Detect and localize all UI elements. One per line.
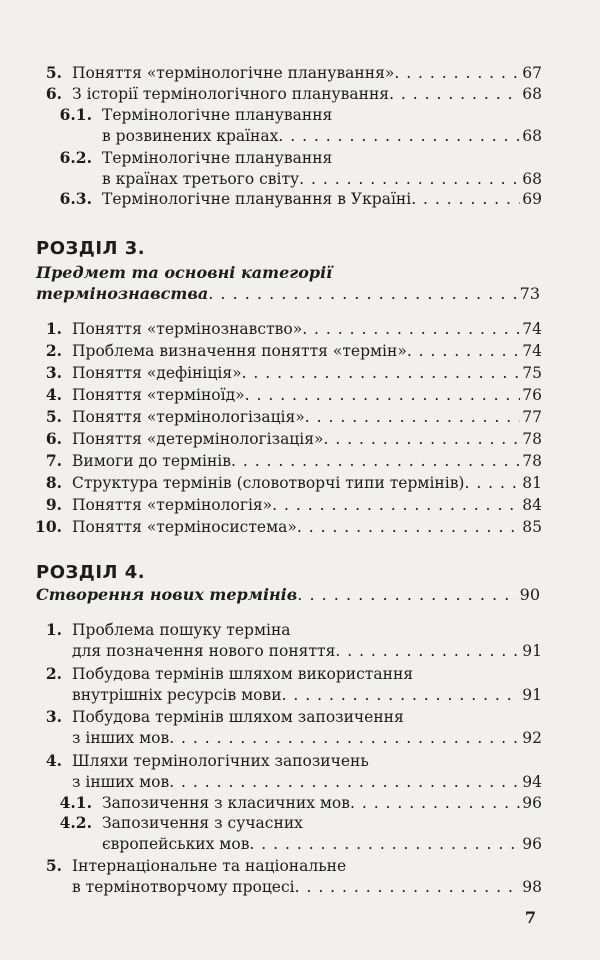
entry-page: 81 (522, 474, 542, 492)
leader-dots (272, 495, 520, 516)
toc-entry (20, 62, 542, 84)
leader-dots (411, 189, 520, 210)
entry-title-cont: для позначення нового поняття (72, 642, 336, 660)
entry-number: 3. (45, 707, 62, 726)
entry-number: 10. (35, 517, 62, 536)
entry-title: Поняття «термінологічне планування» (72, 64, 395, 82)
leader-dots (464, 473, 520, 494)
entry-page: 68 (522, 85, 542, 103)
leader-dots (297, 584, 517, 605)
leader-dots (299, 169, 520, 190)
entry-number: 6. (45, 84, 62, 103)
leader-dots (245, 385, 521, 406)
entry-number: 1. (45, 319, 62, 338)
toc-subentry (20, 147, 542, 190)
leader-dots (278, 126, 520, 147)
entry-title: Поняття «термінологізація» (72, 408, 305, 426)
leader-dots (407, 341, 520, 362)
entry-page: 74 (522, 342, 542, 360)
entry-number: 2. (45, 341, 62, 360)
entry-title: Проблема визначення поняття «термін» (72, 342, 407, 360)
section-subtitle (36, 262, 540, 304)
entry-page: 91 (522, 686, 542, 704)
leader-dots (169, 728, 520, 749)
toc-entry (20, 706, 542, 749)
leader-dots (249, 834, 520, 855)
entry-title-cont: з інших мов (72, 773, 170, 791)
entry-page: 92 (522, 729, 542, 747)
toc-entry (20, 663, 542, 706)
leader-dots (335, 641, 520, 662)
entry-page: 68 (522, 127, 542, 145)
entry-page: 68 (522, 170, 542, 188)
entry-number: 4.1. (59, 793, 92, 812)
leader-dots (242, 363, 521, 384)
entry-number: 6.2. (59, 148, 92, 167)
entry-title: Вимоги до термінів (72, 452, 231, 470)
entry-number: 7. (45, 451, 62, 470)
leader-dots (394, 63, 520, 84)
entry-page: 85 (522, 518, 542, 536)
section-subtitle (36, 584, 540, 605)
entry-number: 8. (45, 473, 62, 492)
toc-subentry (20, 104, 542, 147)
entry-title: Поняття «термінологія» (72, 496, 273, 514)
leader-dots (282, 685, 521, 706)
entry-number: 4.2. (59, 813, 92, 832)
toc-entry (20, 619, 542, 662)
entry-title: Побудова термінів шляхом використання (72, 665, 414, 683)
entry-title: Запозичення з класичних мов (102, 794, 350, 812)
entry-number: 1. (45, 620, 62, 639)
entry-page: 69 (522, 190, 542, 208)
toc-entry (20, 855, 542, 898)
entry-number: 9. (45, 495, 62, 514)
entry-number: 5. (45, 407, 62, 426)
section-page: 90 (519, 585, 540, 604)
entry-page: 78 (522, 430, 542, 448)
leader-dots (295, 877, 521, 898)
entry-title: Структура термінів (словотворчі типи термінів) (72, 474, 465, 492)
entry-title: Термінологічне планування (102, 106, 333, 124)
entry-number: 3. (45, 363, 62, 382)
entry-page: 96 (522, 835, 542, 853)
section-title: РОЗДІЛ 3. (36, 238, 146, 259)
leader-dots (208, 283, 517, 304)
toc-subentry (20, 188, 542, 210)
entry-page: 76 (522, 386, 542, 404)
entry-title: Термінологічне планування в Україні (102, 190, 412, 208)
leader-dots (389, 84, 520, 105)
entry-title-cont: з інших мов (72, 729, 170, 747)
entry-title-cont: в термінотворчому процесі (72, 878, 295, 896)
section-page: 73 (519, 284, 540, 303)
entry-title-cont: в країнах третього світу (102, 170, 300, 188)
section-subtitle-line: Предмет та основні категорії (36, 263, 333, 282)
entry-title: Поняття «терміноїд» (72, 386, 245, 404)
entry-title: Інтернаціональне та національне (72, 857, 347, 875)
page-number: 7 (524, 908, 536, 927)
entry-page: 84 (522, 496, 542, 514)
entry-page: 91 (522, 642, 542, 660)
entry-title: З історії термінологічного планування (72, 85, 390, 103)
entry-page: 75 (522, 364, 542, 382)
entry-title: Побудова термінів шляхом запозичення (72, 708, 404, 726)
entry-page: 98 (522, 878, 542, 896)
section-subtitle-line: Створення нових термінів (36, 585, 298, 604)
leader-dots (169, 772, 520, 793)
leader-dots (231, 451, 520, 472)
entry-title: Поняття «терміносистема» (72, 518, 297, 536)
toc-entry-list (20, 318, 542, 538)
entry-title-cont: європейських мов (102, 835, 250, 853)
entry-page: 94 (522, 773, 542, 791)
entry-title: Поняття «термінознавство» (72, 320, 303, 338)
entry-page: 74 (522, 320, 542, 338)
entry-title-cont: в розвинених країнах (102, 127, 279, 145)
entry-page: 96 (522, 794, 542, 812)
entry-title: Термінологічне планування (102, 149, 333, 167)
entry-number: 6. (45, 429, 62, 448)
entry-number: 4. (45, 751, 62, 770)
entry-number: 5. (45, 63, 62, 82)
entry-number: 2. (45, 664, 62, 683)
leader-dots (350, 793, 520, 814)
leader-dots (305, 407, 520, 428)
entry-page: 77 (522, 408, 542, 426)
toc-subentry (20, 812, 542, 855)
leader-dots (302, 319, 520, 340)
entry-number: 5. (45, 856, 62, 875)
entry-title: Шляхи термінологічних запозичень (72, 752, 369, 770)
toc-subentry (20, 792, 542, 814)
entry-title: Поняття «детермінологізація» (72, 430, 324, 448)
entry-number: 6.3. (59, 189, 92, 208)
entry-page: 67 (522, 64, 542, 82)
toc-entry (20, 83, 542, 105)
entry-page: 78 (522, 452, 542, 470)
leader-dots (324, 429, 521, 450)
entry-title: Проблема пошуку терміна (72, 621, 291, 639)
entry-title: Запозичення з сучасних (102, 814, 303, 832)
section-subtitle-line: термінознавства (36, 284, 209, 303)
entry-title-cont: внутрішніх ресурсів мови (72, 686, 282, 704)
entry-number: 6.1. (59, 105, 92, 124)
toc-entry (20, 750, 542, 793)
entry-title: Поняття «дефініція» (72, 364, 242, 382)
section-title: РОЗДІЛ 4. (36, 562, 146, 583)
leader-dots (297, 517, 520, 538)
entry-number: 4. (45, 385, 62, 404)
